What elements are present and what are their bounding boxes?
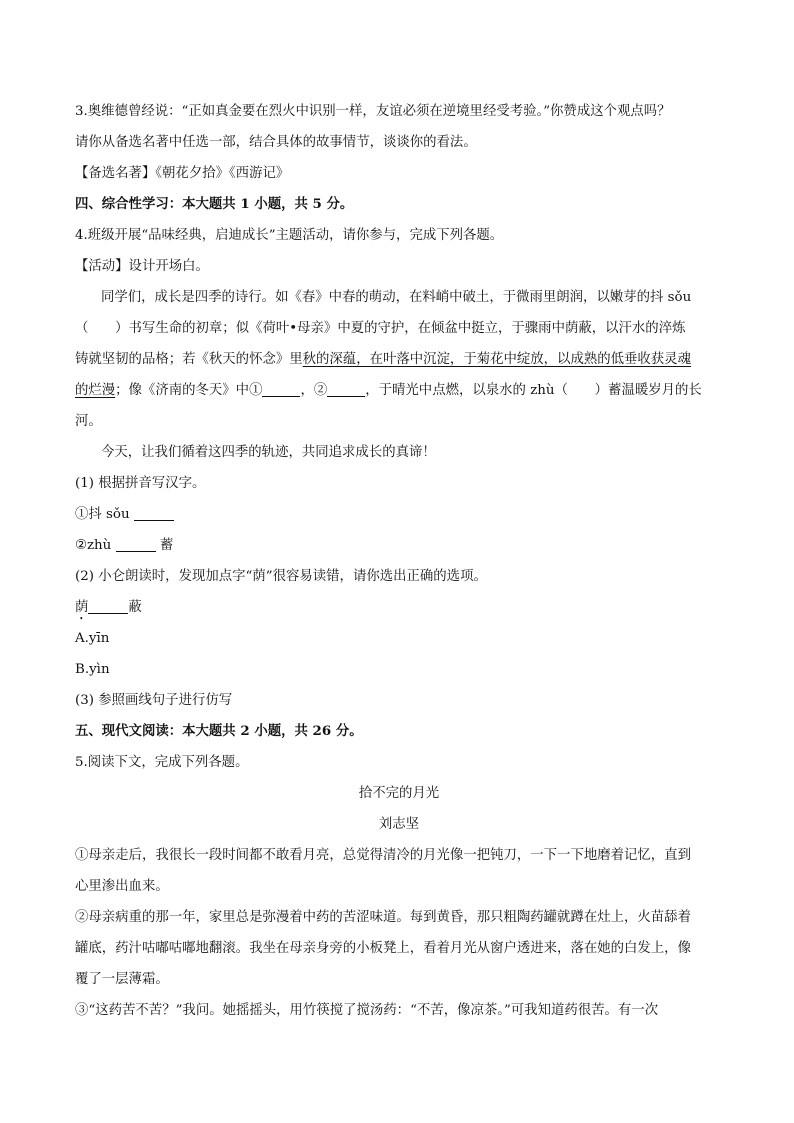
q4-passage-line-4 [75,375,723,406]
section-4-heading: 四、综合性学习：本大题共 1 小题，共 5 分。 [75,196,354,212]
article-para-2-line-2: 罐底，药汁咕嘟咕嘟地翻滚。我坐在母亲身旁的小板凳上，看着月光从窗户透进来，落在她的白发上，像 [75,941,691,956]
char-xu: 蓄 [159,538,174,553]
q4-passage-line-6: 今天，让我们循着这四季的轨迹，共同追求成长的真谛！ [101,445,436,460]
article-para-1-line-2: 心里渗出血来。 [75,879,169,894]
q4-sub-1a [75,499,723,530]
answer-blank-1[interactable] [262,380,300,397]
pinyin-sou: ①抖 sǒu [75,507,130,522]
q4-passage-line-3 [75,344,723,375]
section-5-heading: 五、现代文阅读：本大题共 2 小题，共 26 分。 [75,723,363,739]
answer-blank-sou[interactable] [134,504,174,521]
pinyin-zhu: ②zhù [75,538,112,553]
passage-text: ；像《济南的冬天》中① [115,383,263,398]
q4-sub-2: (2) 小仑朗读时，发现加点字“荫”很容易读错，请你选出正确的选项。 [75,569,487,584]
q4-passage-line-2: （ ）书写生命的初章；似《荷叶•母亲》中夏的守护，在倾盆中挺立，于骤雨中荫蔽，以汗水的淬炼 [75,321,686,336]
article-author: 刘志坚 [378,817,420,832]
article-para-2-line-1: ②母亲病重的那一年，家里总是弥漫着中药的苦涩味道。每到黄昏，那只粗陶药罐就蹲在灶上，火苗舔着 [75,910,691,925]
q4-passage-line-5: 河。 [75,414,102,429]
article-para-2-line-3: 覆了一层薄霜。 [75,972,169,987]
q4-sub-3: (3) 参照画线句子进行仿写 [75,693,233,708]
q3-line-2: 请你从备选名著中任选一部，结合具体的故事情节，谈谈你的看法。 [75,135,477,150]
article-title: 拾不完的月光 [358,786,440,801]
answer-blank-zhu[interactable] [116,535,156,552]
answer-blank-yin[interactable] [88,597,128,614]
passage-text: ，于晴光中点燃，以泉水的 zhù（ ）蓄温暖岁月的长 [365,383,702,398]
passage-text: 铸就坚韧的品格；若《秋天的怀念》里 [75,352,303,367]
q4-sub-1b [75,530,723,561]
q5-intro: 5.阅读下文，完成下列各题。 [75,755,249,770]
dotted-char-yin: 荫 [75,600,89,615]
q4-passage-line-1: 同学们，成长是四季的诗行。如《春》中春的萌动，在料峭中破土，于微雨里朗润，以嫩芽的抖 sǒu [101,290,692,305]
article-para-3-line-1: ③“这药苦不苦？”我问。她摇摇头，用竹筷搅了搅汤药：“不苦，像凉茶。”可我知道药很苦。有一次 [75,1003,659,1018]
q3-book-options: 【备选名著】《朝花夕拾》《西游记》 [75,166,290,181]
char-bi: 蔽 [128,600,142,615]
answer-blank-2[interactable] [327,380,365,397]
q3-line-1: 3.奥维德曾经说：“正如真金要在烈火中识别一样，友谊必须在逆境里经受考验。”你赞成这个观点吗？ [75,104,671,119]
q4-intro: 4.班级开展“品味经典，启迪成长”主题活动，请你参与，完成下列各题。 [75,228,504,243]
article-para-1-line-1: ①母亲走后，我很长一段时间都不敢看月亮，总觉得清冷的月光像一把钝刀，一下一下地磨着记忆，直到 [75,848,691,863]
document-page [75,96,723,1026]
q4-sub-1: (1) 根据拼音写汉字。 [75,476,206,491]
underlined-sentence-end: 的烂漫 [75,383,116,398]
q4-sub-2-item [75,592,723,623]
q4-option-b[interactable]: B.yìn [75,662,110,677]
q4-option-a[interactable]: A.yīn [75,631,110,646]
underlined-sentence: 秋的深蕴，在叶落中沉淀，于菊花中绽放，以成熟的低垂收获灵魂 [302,352,691,367]
q4-activity: 【活动】设计开场白。 [75,259,209,274]
passage-text: ，② [300,383,328,398]
